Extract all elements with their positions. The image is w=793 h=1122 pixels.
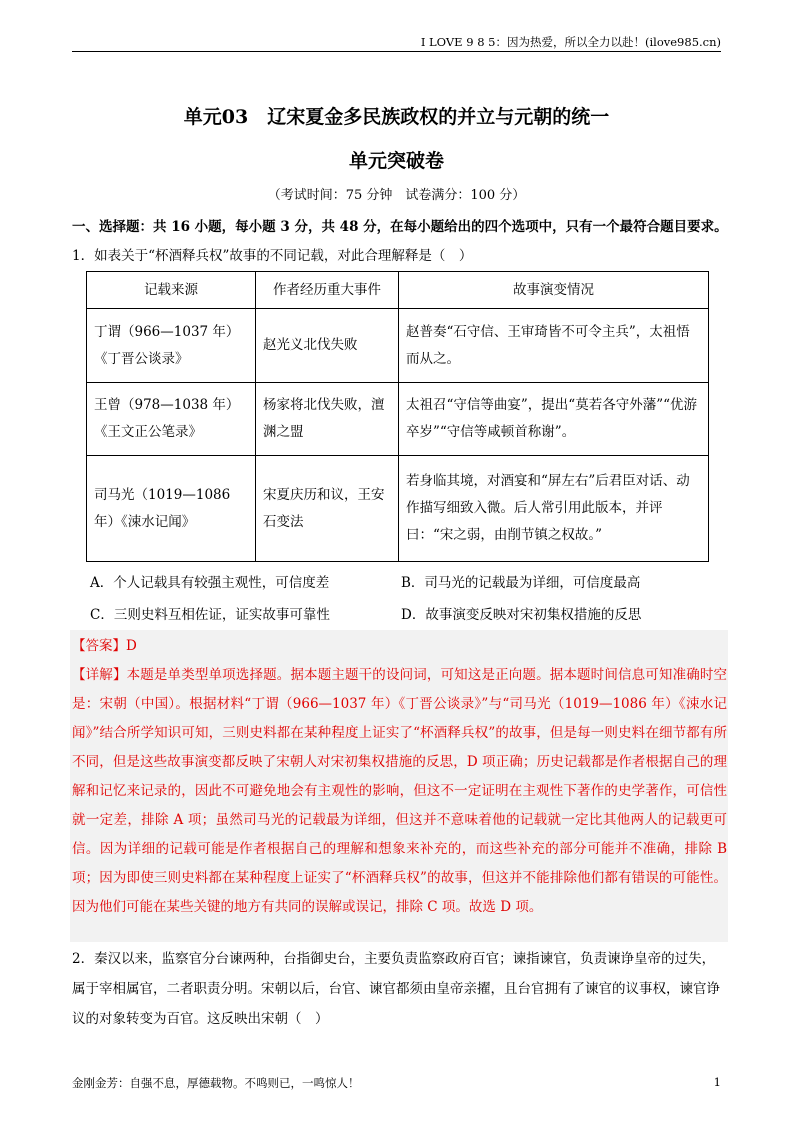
table-header-cell: 记载来源 — [87, 272, 256, 309]
analysis-label: 【详解】 — [72, 667, 127, 683]
table-cell: 太祖召“守信等曲宴”，提出“莫若各守外藩”“优游卒岁”“守信等咸顿首称谢”。 — [399, 383, 709, 456]
table-row — [87, 309, 709, 383]
page-number: 1 — [713, 1075, 721, 1089]
table-header-row — [87, 272, 709, 309]
table-header-cell: 故事演变情况 — [399, 272, 709, 309]
exam-meta: （考试时间：75 分钟 试卷满分：100 分） — [267, 188, 526, 203]
option-b[interactable]: B．司马光的记载最为详细，可信度最高 — [401, 575, 641, 591]
question-2-stem: 2．秦汉以来，监察官分台谏两种，台指御史台，主要负责监察政府百官；谏指谏官，负责谏诤皇帝的过失，属于宰相属官，二者职责分明。宋朝以后，台官、谏官都须由皇帝亲擢，且台官拥有了谏官的议事权，谏官诤议的对象转变为百官。这反映出宋朝（ ） — [72, 951, 720, 1027]
option-a[interactable]: A．个人记载具有较强主观性，可信度差 — [90, 575, 330, 591]
table-row — [87, 383, 709, 456]
source-table — [86, 271, 709, 562]
analysis-paragraph — [72, 661, 727, 922]
table-cell: 宋夏庆历和议，王安石变法 — [256, 456, 399, 562]
header-divider — [72, 51, 721, 52]
option-d[interactable]: D．故事演变反映对宋初集权措施的反思 — [401, 607, 642, 623]
analysis-text: 本题是单类型单项选择题。据本题主题干的设问词，可知这是正向题。据本题时间信息可知准确时空是：宋朝（中国）。根据材料“丁谓（966—1037 年）《丁晋公谈录》”与“司马光（1019—1086 年）《涑水记闻》”结合所学知识可知，三则史料都在某种程度上证实了“杯酒释兵权”的故事，但是每一则史料在细节都有所不同，但是这些故事演变都反映了宋朝人对宋初集权措施的反思，D 项正确；历史记载都是作者根据自己的理解和记忆来记录的，因此不可避免地会有主观性的影响，但这不一定证明在主观性下著作的史学著作，可信性就一定差，排除 A 项；虽然司马光的记载最为详细，但这并不意味着他的记载就一定比其他两人的记载更可信。因为详细的记载可能是作者根据自己的理解和想象来补充的，而这些补充的部分可能并不准确，排除 B 项；因为即使三则史料都在某种程度上证实了“杯酒释兵权”的故事，但这并不能排除他们都有错误的可能性。因为他们可能在某些关键的地方有共同的误解或误记，排除 C 项。故选 D 项。 — [72, 667, 728, 915]
table-row — [87, 456, 709, 562]
table-cell: 丁谓（966—1037 年）《丁晋公谈录》 — [87, 309, 256, 383]
footer-motto: 金刚金芳：自强不息，厚德载物。不鸣则已，一鸣惊人！ — [72, 1076, 360, 1090]
answer-block — [72, 632, 727, 922]
table-cell: 若身临其境，对酒宴和“屏左右”后君臣对话、动作描写细致入微。后人常引用此版本，并评曰：“宋之弱，由削节镇之权故。” — [399, 456, 709, 562]
answer-value: D — [126, 638, 137, 654]
table-cell: 杨家将北伐失败，澶渊之盟 — [256, 383, 399, 456]
section-heading: 一、选择题：共 16 小题，每小题 3 分，共 48 分，在每小题给出的四个选项中，只有一个最符合题目要求。 — [72, 219, 728, 235]
document-title: 单元03 辽宋夏金多民族政权的并立与元朝的统一 — [183, 106, 610, 128]
table-cell: 王曾（978—1038 年）《王文正公笔录》 — [87, 383, 256, 456]
option-c[interactable]: C．三则史料互相佐证，证实故事可靠性 — [90, 607, 330, 623]
table-cell: 赵普奏“石守信、王审琦皆不可令主兵”，太祖悟而从之。 — [399, 309, 709, 383]
table-cell: 赵光义北伐失败 — [256, 309, 399, 383]
question-1-stem: 1．如表关于“杯酒释兵权”故事的不同记载，对此合理解释是（ ） — [72, 248, 473, 264]
table-header-cell: 作者经历重大事件 — [256, 272, 399, 309]
table-cell: 司马光（1019—1086 年）《涑水记闻》 — [87, 456, 256, 562]
page-header-text: I LOVE 9 8 5：因为热爱，所以全力以赴！(ilove985.cn) — [420, 35, 721, 49]
answer-label: 【答案】 — [72, 638, 126, 654]
document-subtitle: 单元突破卷 — [348, 150, 444, 172]
answer-line — [72, 632, 727, 661]
